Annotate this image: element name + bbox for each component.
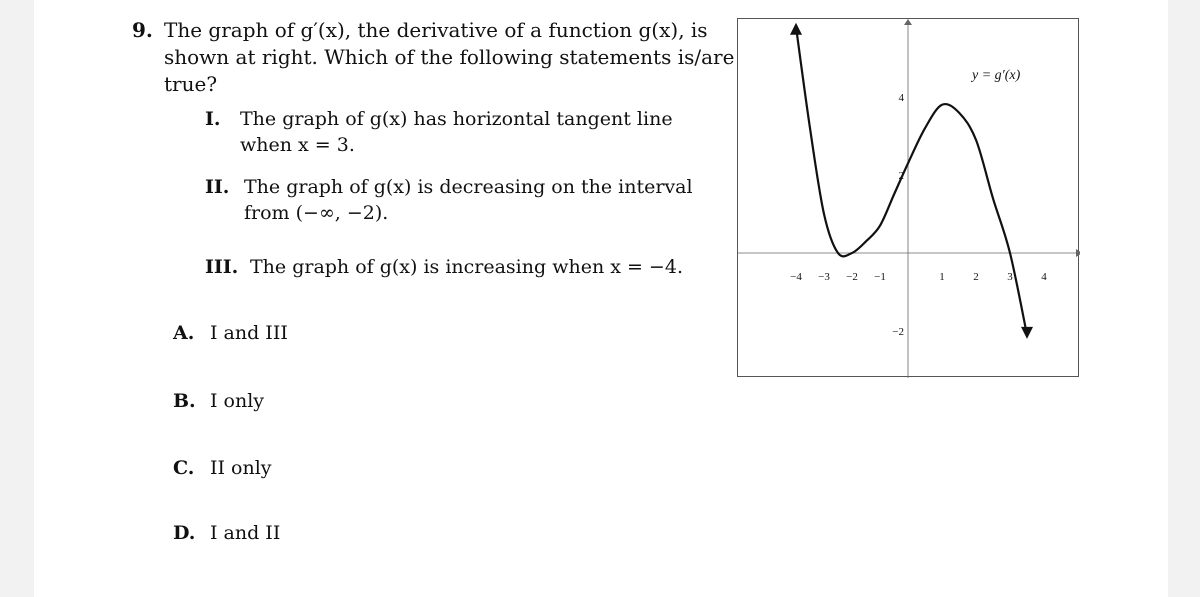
statement-1-line-1: The graph of g(x) has horizontal tangent line bbox=[240, 108, 673, 130]
choice-b-letter: B. bbox=[173, 390, 196, 412]
statement-2-line-2: from (−∞, −2). bbox=[244, 202, 389, 224]
choice-c-text[interactable]: II only bbox=[210, 457, 272, 479]
tick-labels bbox=[790, 92, 1047, 338]
x-tick-label: −1 bbox=[874, 271, 886, 283]
statement-2-label: II. bbox=[205, 176, 230, 198]
question-text-line-2: shown at right. Which of the following statements is/are bbox=[164, 45, 735, 69]
statement-3-line-1: The graph of g(x) is increasing when x = −4. bbox=[250, 256, 683, 278]
question-text-line-3: true? bbox=[164, 72, 218, 96]
y-tick-label: −2 bbox=[892, 326, 904, 338]
x-tick-label: 1 bbox=[939, 271, 945, 283]
statement-1-label: I. bbox=[205, 108, 221, 130]
function-label: y = g′(x) bbox=[972, 68, 1021, 83]
curve-down-arrow-icon bbox=[1021, 327, 1033, 339]
question-text-line-1: The graph of g′(x), the derivative of a function g(x), is bbox=[164, 18, 708, 42]
choice-d-text[interactable]: I and II bbox=[210, 522, 281, 544]
x-tick-label: 2 bbox=[973, 271, 979, 283]
graph-canvas bbox=[738, 19, 1080, 378]
x-axis-arrow-icon bbox=[1076, 249, 1080, 257]
curve-up-arrow-icon bbox=[790, 23, 802, 35]
x-tick-label: −3 bbox=[818, 271, 830, 283]
question-number: 9. bbox=[132, 18, 153, 42]
statement-3-label: III. bbox=[205, 256, 239, 278]
statement-1-line-2: when x = 3. bbox=[240, 134, 355, 156]
choice-a-letter: A. bbox=[173, 322, 195, 344]
x-tick-label: −2 bbox=[846, 271, 858, 283]
statement-2-line-1: The graph of g(x) is decreasing on the interval bbox=[244, 176, 693, 198]
x-tick-label: 3 bbox=[1007, 271, 1013, 283]
y-tick-label: 2 bbox=[898, 170, 904, 182]
choice-a-text[interactable]: I and III bbox=[210, 322, 288, 344]
choice-b-text[interactable]: I only bbox=[210, 390, 265, 412]
derivative-graph bbox=[737, 18, 1079, 377]
choice-d-letter: D. bbox=[173, 522, 196, 544]
choice-c-letter: C. bbox=[173, 457, 195, 479]
x-tick-label: 4 bbox=[1041, 271, 1047, 283]
y-tick-label: 4 bbox=[898, 92, 904, 104]
x-tick-label: −4 bbox=[790, 271, 802, 283]
y-axis-arrow-icon bbox=[904, 19, 912, 25]
